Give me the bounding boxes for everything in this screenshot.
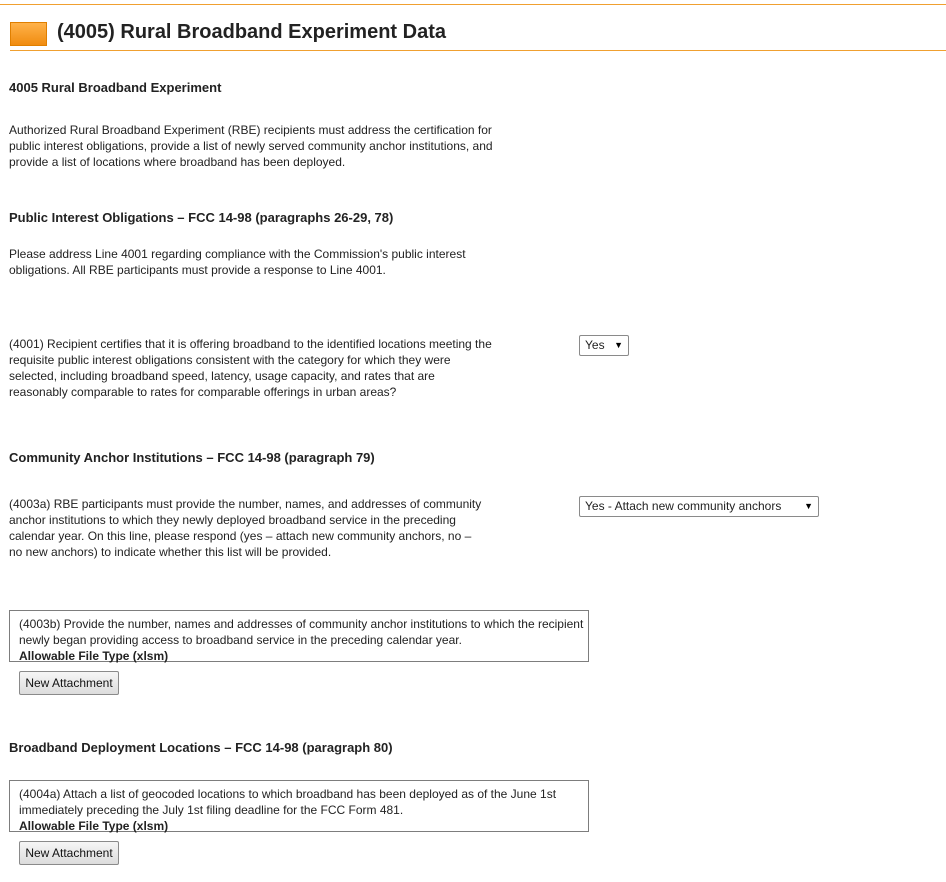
deployment-heading: Broadband Deployment Locations – FCC 14-98 (paragraph 80) [9,740,393,755]
q4001-label: (4001) Recipient certifies that it is offering broadband to the identified locations meeting the requisite public interest obligations consistent with the category for which they were selected, including broadband speed, latency, usage capacity, and rates that are reasonably comparable to rates for comparable offerings in urban areas? [9,337,492,399]
q4003b-file-type: Allowable File Type (xlsm) [19,649,169,663]
q4003a-selected-value: Yes - Attach new community anchors [585,499,782,513]
q4003a-label: (4003a) RBE participants must provide the number, names, and addresses of community anchor institutions to which they newly deployed broadband service in the preceding calendar year. On this line, please respond (yes – attach new community anchors, no – no new anchors) to indicate whether this list will be provided. [9,497,482,559]
intro-heading: 4005 Rural Broadband Experiment [9,80,222,95]
q4003b-box [9,610,589,662]
section-marker-icon [10,22,47,46]
page-header [10,17,946,49]
q4003b-text: (4003b) Provide the number, names and addresses of community anchor institutions to which the recipient newly began providing access to broadband service in the preceding calendar year. [19,617,584,647]
page-title: (4005) Rural Broadband Experiment Data [57,21,446,43]
public-interest-text: Please address Line 4001 regarding compliance with the Commission's public interest obligations. All RBE participants must provide a response to Line 4001. [9,247,466,277]
community-anchor-heading: Community Anchor Institutions – FCC 14-98 (paragraph 79) [9,450,375,465]
q4003b-new-attachment-button[interactable]: New Attachment [19,671,119,695]
public-interest-heading: Public Interest Obligations – FCC 14-98 (paragraphs 26-29, 78) [9,210,394,225]
header-top-rule [0,4,946,5]
q4004a-new-attachment-button[interactable]: New Attachment [19,841,119,865]
intro-text: Authorized Rural Broadband Experiment (RBE) recipients must address the certification for public interest obligations, provide a list of newly served community anchor institutions, and provide a list of locations where broadband has been deployed. [9,123,493,169]
q4001-selected-value: Yes [585,338,605,352]
dropdown-arrow-icon: ▼ [804,501,813,511]
q4004a-box [9,780,589,832]
header-bottom-rule [10,50,946,51]
q4004a-text: (4004a) Attach a list of geocoded locations to which broadband has been deployed as of the June 1st immediately preceding the July 1st filing deadline for the FCC Form 481. [19,787,557,817]
q4004a-file-type: Allowable File Type (xlsm) [19,819,169,833]
q4003a-select[interactable] [579,496,819,517]
q4001-select[interactable] [579,335,629,356]
dropdown-arrow-icon: ▼ [614,340,623,350]
